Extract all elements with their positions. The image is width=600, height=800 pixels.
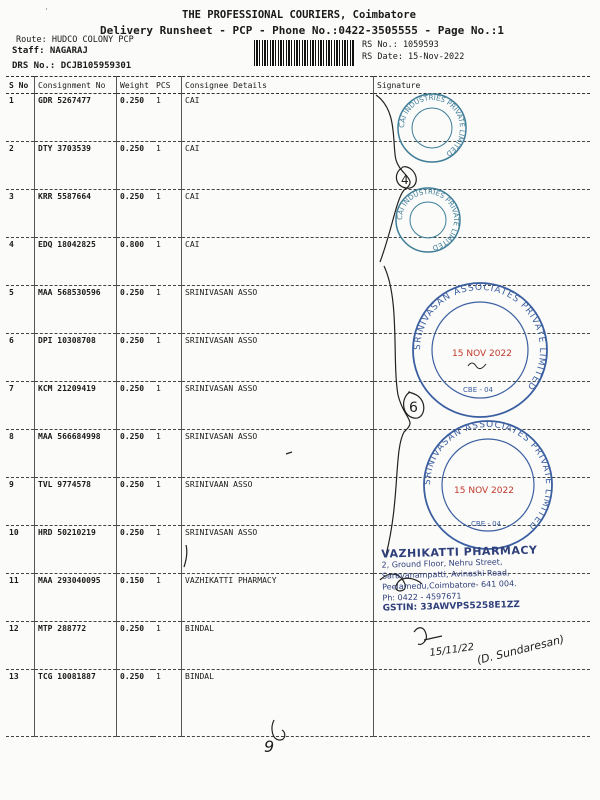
route-label: Route: HUDCO COLONY PCP (16, 35, 134, 45)
pharmacy-address-3: Peelamedu,Coimbatore- 641 004. (382, 579, 517, 592)
cell-consignee: BINDAL (182, 670, 374, 737)
scan-speck: ˙ (44, 8, 49, 19)
cell-consignee: SRINIVASAN ASSO (182, 430, 374, 478)
cell-consignee: SRINIVASAN ASSO (182, 334, 374, 382)
cell-pcs: 1 (153, 142, 182, 190)
cai-stamp-text: CAI INDUSTRIES PRIVATE LIMITED (395, 187, 461, 252)
cell-pcs: 1 (153, 334, 182, 382)
cell-weight: 0.800 (117, 238, 154, 286)
cell-sno: 6 (6, 334, 35, 382)
cell-pcs: 1 (153, 622, 182, 670)
cell-pcs: 1 (153, 286, 182, 334)
company-name: THE PROFESSIONAL COURIERS, Coimbatore (182, 9, 416, 21)
cell-pcs: 1 (153, 478, 182, 526)
cell-consignee: CAI (182, 94, 374, 142)
srinivasan-stamp-1 (413, 283, 547, 417)
handwritten-date: 15/11/22 (428, 641, 475, 659)
cell-consignment: HRD 50210219 (35, 526, 117, 574)
cell-weight: 0.250 (117, 430, 154, 478)
stamp-initials (468, 363, 486, 369)
pharmacy-gstin: GSTIN: 33AWVPS5258E1ZZ (382, 600, 521, 614)
cell-consignment: DTY 3703539 (35, 142, 117, 190)
cai-stamp-1 (398, 94, 466, 162)
cell-weight: 0.250 (117, 190, 154, 238)
cell-weight: 0.250 (117, 286, 154, 334)
cell-consignee: BINDAL (182, 622, 374, 670)
cell-weight: 0.250 (117, 142, 154, 190)
cell-consignee: SRINIVASAN ASSO (182, 286, 374, 334)
cell-consignee: SRINIVASAN ASSO (182, 382, 374, 430)
handwritten-receiver-name: (D. Sundaresan) (475, 632, 566, 667)
cell-consignment: MAA 293040095 (35, 574, 117, 622)
cell-consignment: TVL 9774578 (35, 478, 117, 526)
cell-pcs: 1 (153, 238, 182, 286)
cell-consignment: MTP 288772 (35, 622, 117, 670)
cell-consignment: EDQ 18042825 (35, 238, 117, 286)
cell-consignee: CAI (182, 142, 374, 190)
cell-weight: 0.250 (117, 334, 154, 382)
cell-sno: 1 (6, 94, 35, 142)
handwritten-braces (184, 95, 442, 740)
runsheet-title: Delivery Runsheet - PCP - Phone No.:0422-3505555 - Page No.:1 (100, 24, 504, 37)
header-consignment: Consignment No (35, 77, 117, 94)
cai-stamp-2 (396, 188, 460, 252)
cell-sno: 5 (6, 286, 35, 334)
cell-consignment: DPI 10308708 (35, 334, 117, 382)
cell-weight: 0.250 (117, 382, 154, 430)
cell-weight: 0.250 (117, 478, 154, 526)
cell-consignee: SRINIVAAN ASSO (182, 478, 374, 526)
cell-pcs: 1 (153, 574, 182, 622)
handwritten-count-cai: 4 (401, 173, 409, 187)
cell-weight: 0.250 (117, 670, 154, 737)
handwritten-count-srinivasan: 6 (409, 400, 418, 416)
cell-consignee: CAI (182, 238, 374, 286)
cell-consignment: MAA 568530596 (35, 286, 117, 334)
srinivasan-stamp-date: 15 NOV 2022 (452, 349, 512, 359)
cell-sno: 3 (6, 190, 35, 238)
drs-number: DRS No.: DCJB105959301 (12, 61, 132, 71)
cell-sno: 8 (6, 430, 35, 478)
staff-label: Staff: NAGARAJ (12, 46, 88, 56)
rs-date: RS Date: 15-Nov-2022 (362, 52, 465, 62)
cell-sno: 9 (6, 478, 35, 526)
cell-pcs: 1 (153, 526, 182, 574)
rs-number: RS No.: 1059593 (362, 40, 439, 50)
cell-weight: 0.250 (117, 526, 154, 574)
cell-consignment: GDR 5267477 (35, 94, 117, 142)
cell-sno: 7 (6, 382, 35, 430)
handwritten-footer-mark: 9 (264, 737, 275, 756)
cell-consignment: KRR 5587664 (35, 190, 117, 238)
cai-stamp-text: CAI INDUSTRIES PRIVATE LIMITED (397, 93, 467, 158)
cell-consignee: CAI (182, 190, 374, 238)
header-sno: S No (6, 77, 35, 94)
cell-sno: 11 (6, 574, 35, 622)
srinivasan-stamp-date: 15 NOV 2022 (454, 486, 514, 496)
srinivasan-stamp-city: CBE - 04 (463, 386, 493, 394)
cell-pcs: 1 (153, 430, 182, 478)
pharmacy-phone: Ph: 0422 - 4597671 (382, 591, 462, 603)
header-signature: Signature (374, 77, 591, 94)
cell-sno: 12 (6, 622, 35, 670)
srinivasan-stamp-text: SRINIVASAN ASSOCIATES PRIVATE LIMITED (422, 419, 554, 532)
cell-sno: 4 (6, 238, 35, 286)
pharmacy-address-1: 2, Ground Floor, Nehru Street, (381, 557, 503, 570)
pharmacy-address-2: Saravanampatti, Avinashi Road, (381, 568, 510, 581)
cell-pcs: 1 (153, 190, 182, 238)
cell-consignment: TCG 10081887 (35, 670, 117, 737)
cell-consignee: SRINIVASAN ASSO (182, 526, 374, 574)
cell-pcs: 1 (153, 382, 182, 430)
header-consignee: Consignee Details (182, 77, 374, 94)
cell-consignment: MAA 566684998 (35, 430, 117, 478)
cell-pcs: 1 (153, 670, 182, 737)
cell-sno: 13 (6, 670, 35, 737)
cell-weight: 0.250 (117, 94, 154, 142)
srinivasan-stamp-text: SRINIVASAN ASSOCIATES PRIVATE LIMITED (412, 282, 548, 392)
cell-sno: 2 (6, 142, 35, 190)
header-weight: Weight (117, 77, 154, 94)
pharmacy-stamp (381, 543, 583, 614)
cell-weight: 0.150 (117, 574, 154, 622)
cell-consignment: KCM 21209419 (35, 382, 117, 430)
srinivasan-stamp-city: CBE - 04 (471, 520, 501, 528)
cell-weight: 0.250 (117, 622, 154, 670)
cell-pcs: 1 (153, 94, 182, 142)
pharmacy-name: VAZHIKATTI PHARMACY (381, 543, 538, 561)
cell-sno: 10 (6, 526, 35, 574)
cell-consignee: VAZHIKATTI PHARMACY (182, 574, 374, 622)
srinivasan-stamp-2 (423, 420, 553, 549)
header-pcs: PCS (153, 77, 182, 94)
